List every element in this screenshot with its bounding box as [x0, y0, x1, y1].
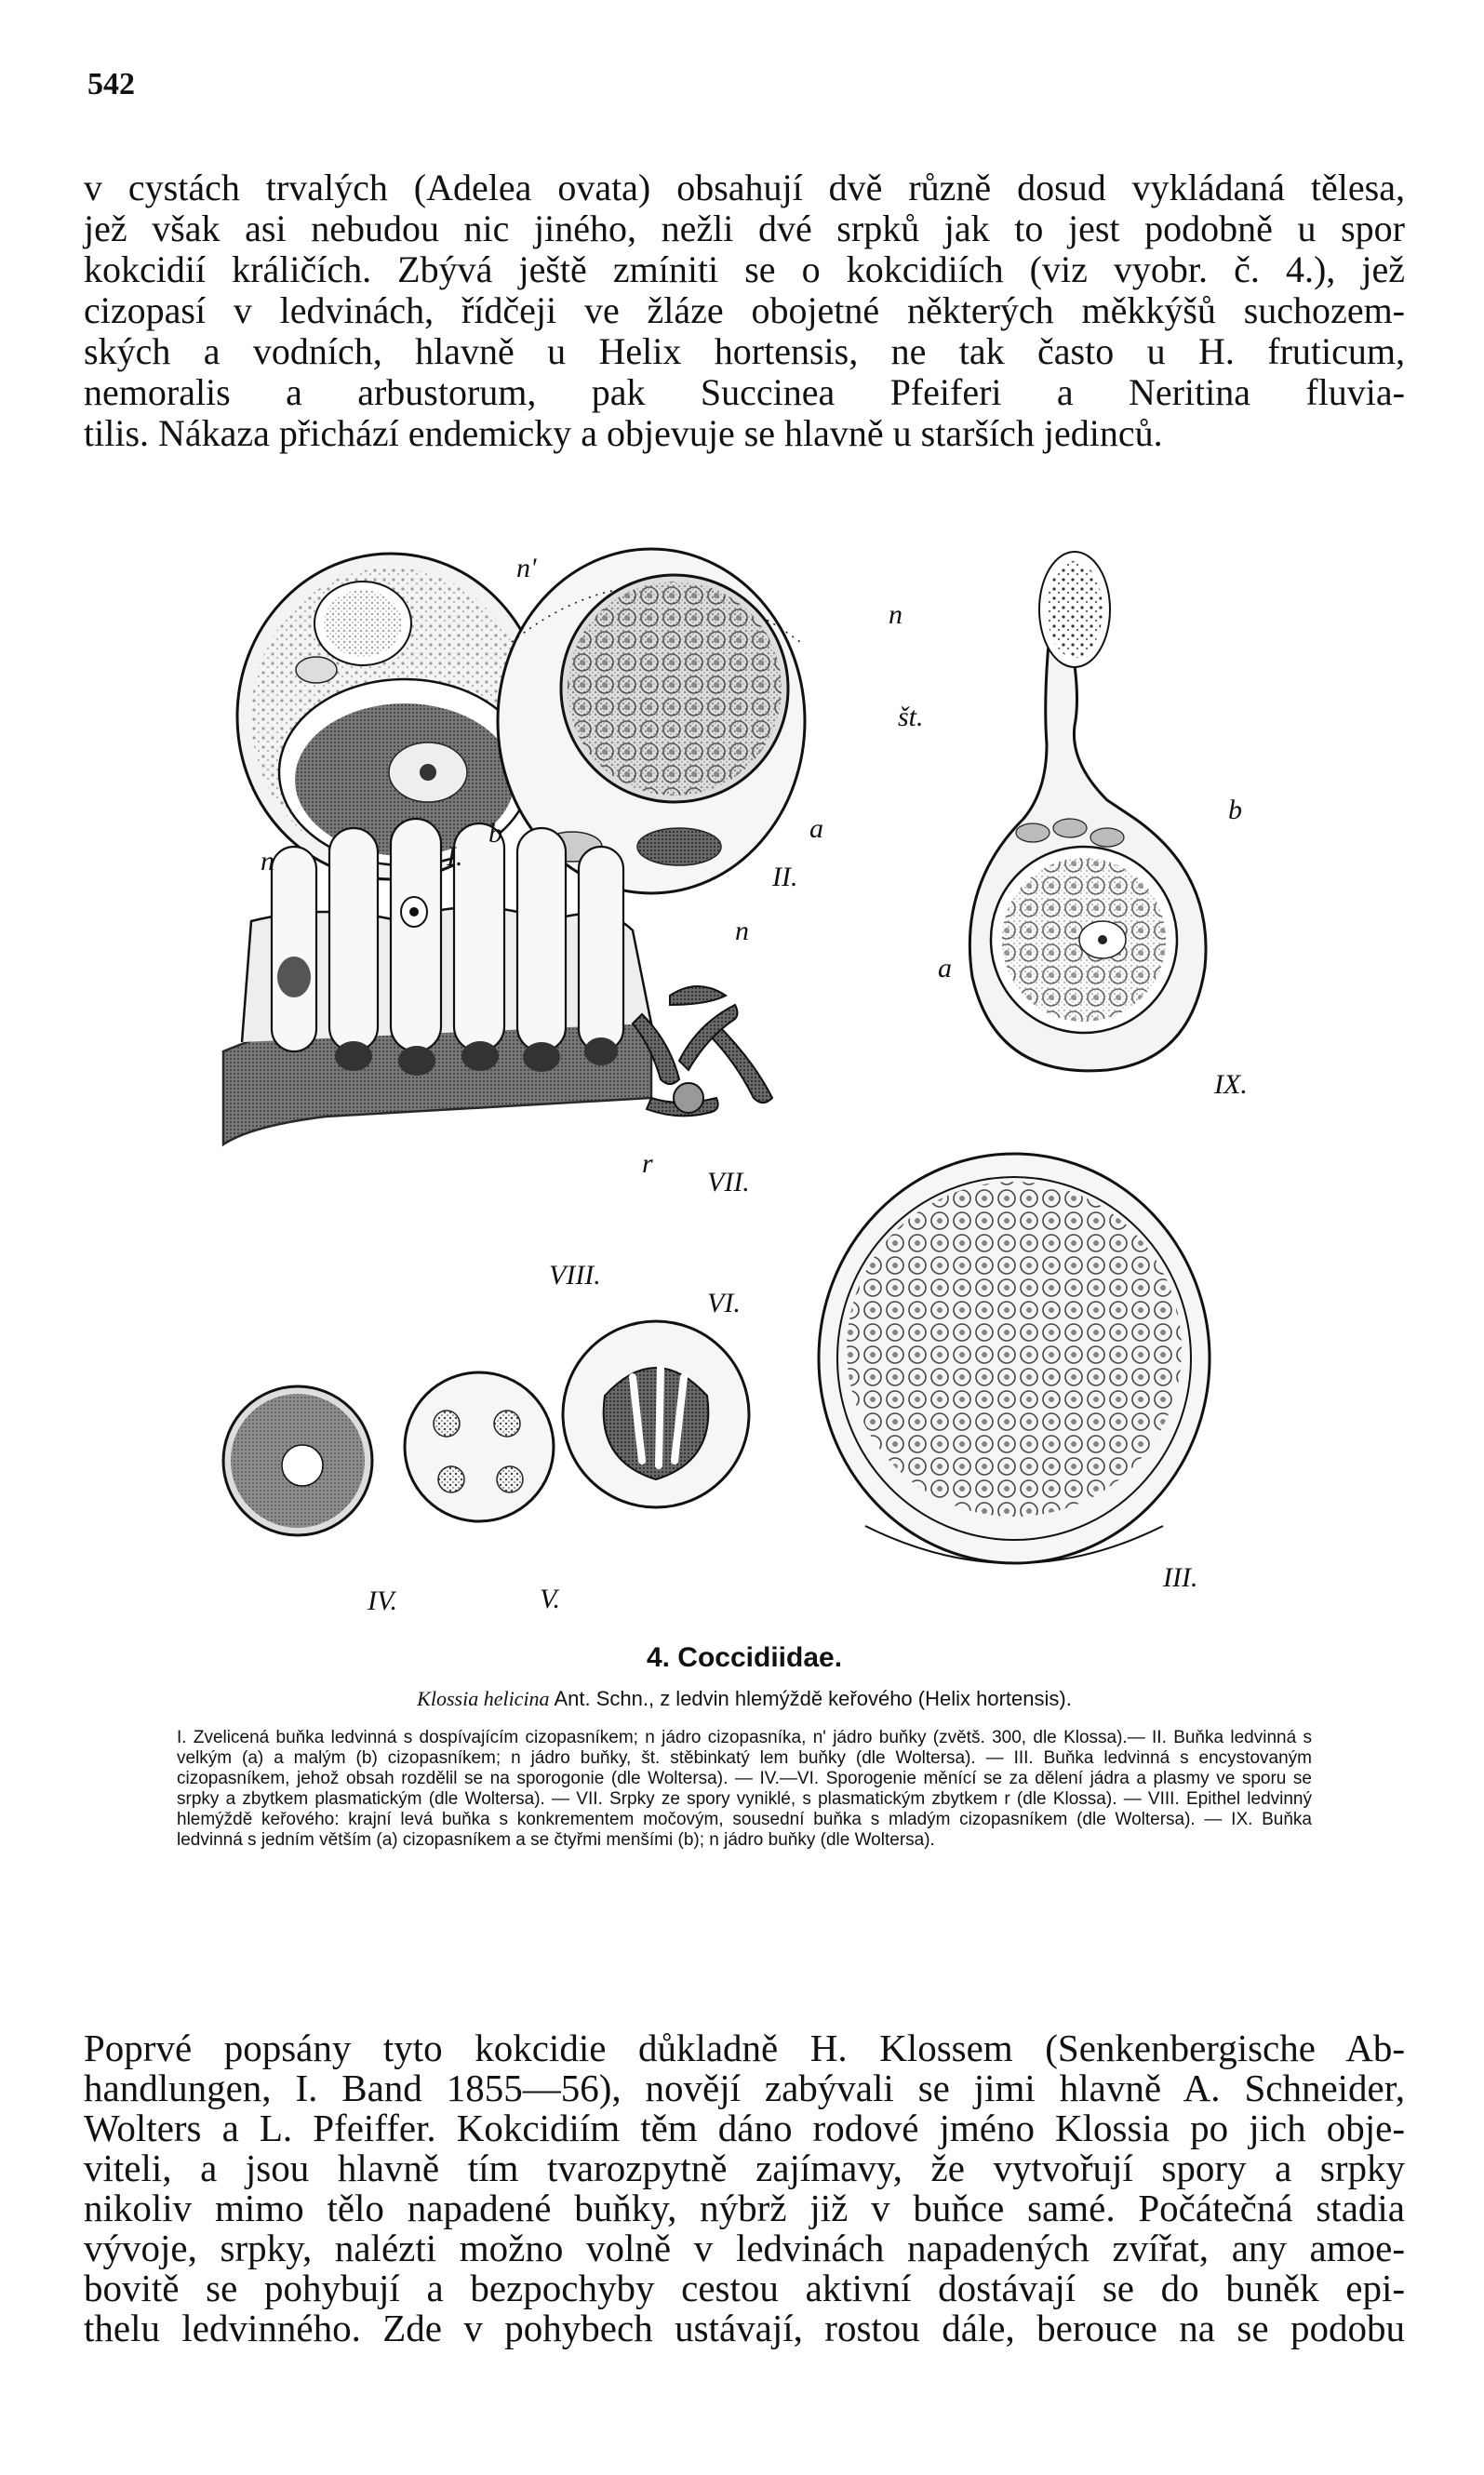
fig-VII-sporozoites [633, 986, 772, 1116]
paragraph-line: bovitě se pohybují a bezpochyby cestou aktivní dostávají se do buněk epi- [84, 2267, 1405, 2309]
paragraph-bottom [84, 2028, 1405, 2348]
figure-label: V. [540, 1584, 560, 1614]
paragraph-line: vývoje, srpky, nalézti možno volně v ledvinách napadených zvířat, any amoe- [84, 2227, 1405, 2269]
paragraph-top [84, 167, 1405, 454]
paragraph-line: tilis. Nákaza přichází endemicky a objevuje se hlavně u starších jedinců. [84, 412, 1163, 454]
paragraph-line: Wolters a L. Pfeiffer. Kokcidiím těm dáno rodové jméno Klossia po jich obje- [84, 2107, 1405, 2149]
fig-III-cyst [819, 1154, 1210, 1563]
figure-label: II. [772, 862, 798, 892]
paragraph-line: viteli, a jsou hlavně tím tvarozpytně zajímavy, že vytvořují spory a srpky [84, 2147, 1405, 2189]
fig-VI-spore [563, 1321, 749, 1507]
subtitle-text: Ant. Schn., z ledvin hlemýždě keřového (Helix hortensis). [549, 1687, 1072, 1710]
figure-label: n [261, 846, 274, 876]
figure-label: I. [447, 841, 463, 872]
fig-V-sporogony [405, 1372, 554, 1521]
paragraph-line: Poprvé popsány tyto kokcidie důkladně H. Klossem (Senkenbergische Ab- [84, 2027, 1405, 2069]
figure-title: 4. Coccidiidae. [646, 1642, 843, 1673]
coccidiidae-figure [214, 540, 1270, 1628]
fig-IX-cell [969, 552, 1206, 1071]
species-name: Klossia helicina [417, 1687, 550, 1710]
figure-subtitle [140, 1687, 1349, 1711]
figure-label: n' [516, 553, 537, 583]
paragraph-line: handlungen, I. Band 1855—56), novějí zabývali se jimi hlavně A. Schneider, [84, 2067, 1405, 2109]
figure-label: n [889, 599, 902, 630]
paragraph-line: cizopasí v ledvinách, řídčeji ve žláze obojetné některých měkkýšů suchozem- [84, 289, 1405, 331]
figure-caption [140, 1642, 1349, 1851]
figure-label: n [735, 916, 749, 946]
figure-legend: I. Zvelicená buňka ledvinná s dospívajícím cizopasníkem; n jádro cizopasníka, n' jádro buňky (zvětš. 300, dle Klossa).— II. Buňka ledvinná s velkým (a) a malým (b) cizopasníkem; n jádro buňky, št. stěbinkatý lem buňky (dle Woltersa). — III. Buňka ledvinná s encystovaným cizopasníkem, jehož obsah rozdělil se na sporogonie (dle Woltersa). — IV.—VI. Sporogenie měnící se za dělení jádra a plasmy ve sporu se srpky a zbytkem plasmatickým (dle Woltersa). — VII. Srpky ze spory vyniklé, s plasmatickým zbytkem r (dle Klossa). — VIII. Epithel ledvinný hlemýždě keřového: krajní levá buňka s konkrementem močovým, sousední buňka s mladým cizopasníkem (dle Woltersa). — IX. Buňka ledvinná s jedním větším (a) cizopasníkem a se čtyřmi menšími (b); n jádro buňky (dle Woltersa). [177, 1728, 1312, 1850]
page-number: 542 [87, 67, 135, 101]
figure-label: b [1228, 795, 1242, 825]
fig-VIII-epithelium [223, 819, 651, 1144]
figure-label: a [809, 813, 823, 844]
figure-label: a [938, 953, 952, 983]
figure-label: r [642, 1148, 653, 1179]
paragraph-line: kokcidií králičích. Zbývá ještě zmíniti se o kokcidiích (viz vyobr. č. 4.), jež [84, 248, 1405, 290]
figure-label: št. [898, 702, 924, 732]
paragraph-line: thelu ledvinného. Zde v pohybech ustávají, rostou dále, berouce na se podobu [84, 2307, 1405, 2349]
figure-label: b [488, 818, 502, 849]
figure-label: IV. [368, 1585, 397, 1616]
paragraph-line: nemoralis a arbustorum, pak Succinea Pfeiferi a Neritina fluvia- [84, 371, 1405, 413]
paragraph-line: nikoliv mimo tělo napadené buňky, nýbrž již v buňce samé. Počátečná stadia [84, 2187, 1405, 2229]
paragraph-line: ských a vodních, hlavně u Helix hortensis, ne tak často u H. fruticum, [84, 330, 1405, 372]
figure-label: VIII. [549, 1260, 601, 1291]
paragraph-line: jež však asi nebudou nic jiného, nežli dvé srpků jak to jest podobně u spor [84, 207, 1405, 249]
fig-IV-sporogony [223, 1386, 372, 1535]
figure-label: VI. [707, 1288, 741, 1318]
figure-label: III. [1163, 1562, 1198, 1593]
figure-label: IX. [1214, 1069, 1248, 1100]
paragraph-line: v cystách trvalých (Adelea ovata) obsahují dvě různě dosud vykládaná tělesa, [84, 167, 1405, 208]
figure-label: VII. [707, 1167, 750, 1197]
